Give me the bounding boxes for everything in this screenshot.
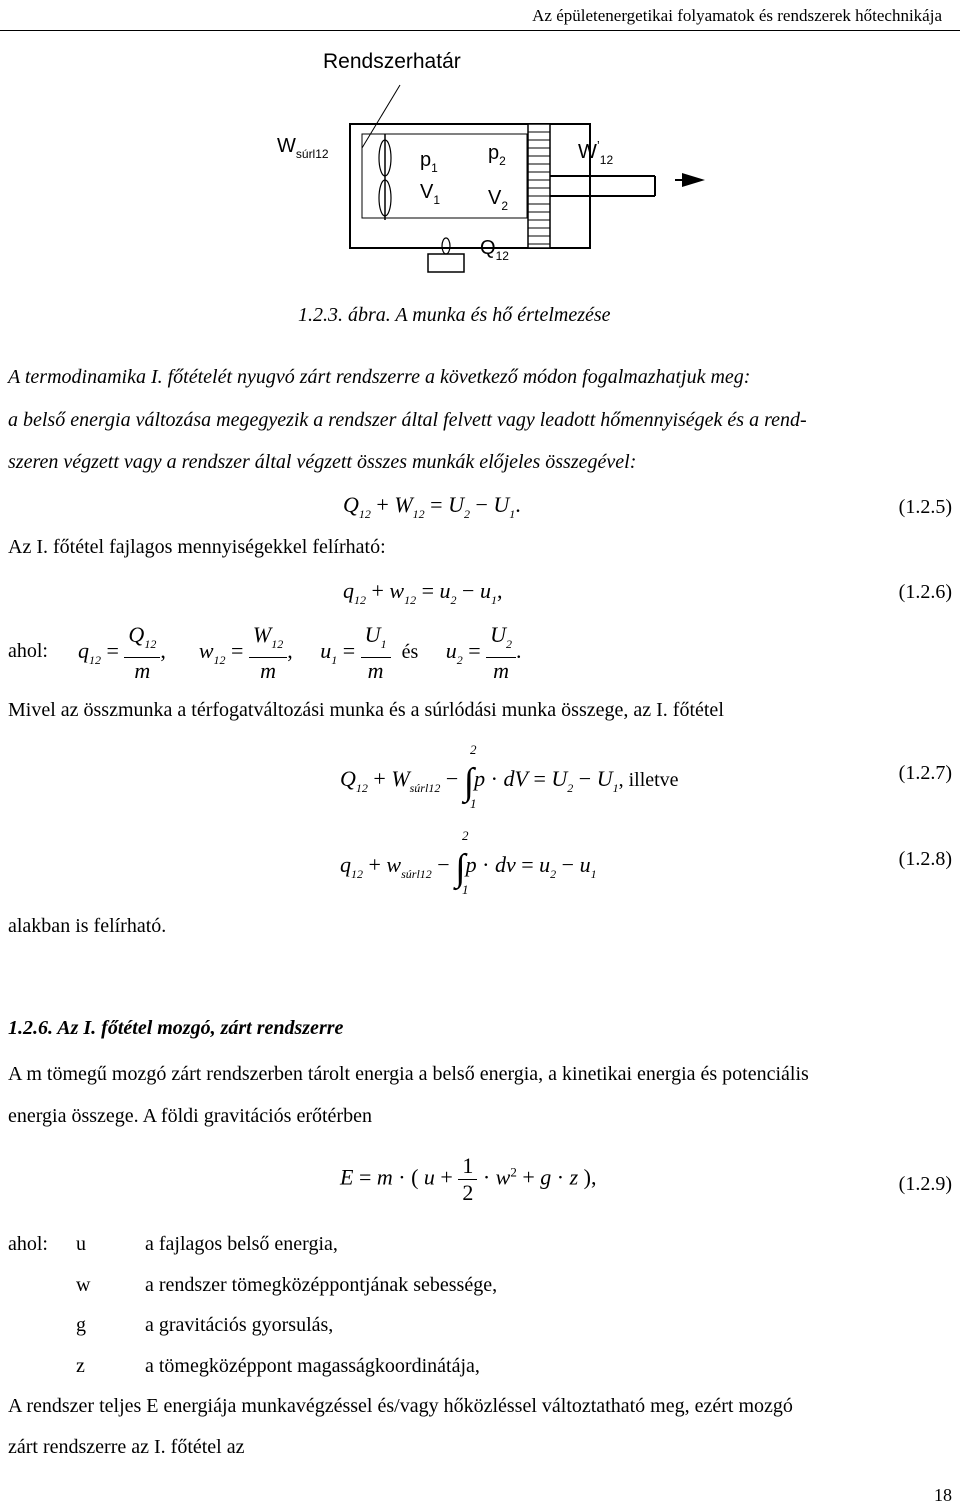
label-p2: $p_2$: [488, 142, 506, 168]
paragraph-line: Mivel az összmunka a térfogatváltozási munka és a súrlódási munka összege, az I. főtétel: [8, 699, 724, 721]
label-v1: $V_1$: [420, 181, 441, 207]
paragraph-line: Az I. főtétel fajlagos mennyiségekkel felírható:: [8, 536, 386, 558]
equation-1-2-6: $q_{12} + w_{12} = u_2 - u_1$,: [343, 578, 503, 607]
definition-text: a rendszer tömegközéppontjának sebessége,: [145, 1274, 498, 1296]
label-w-friction: $W_{súrl12}$: [277, 135, 329, 161]
label-v2: $V_2$: [488, 187, 509, 213]
label-ahol: ahol:: [8, 1233, 48, 1255]
paragraph-line: A termodinamika I. főtételét nyugvó zárt rendszerre a következő módon fogalmazhatjuk meg:: [8, 366, 751, 388]
paragraph-line: zárt rendszerre az I. főtétel az: [8, 1436, 245, 1458]
system-boundary-label: Rendszerhatár: [323, 50, 461, 73]
integral-lower-limit: 1: [470, 796, 477, 811]
equation-1-2-5: $Q_{12} + W_{12} = U_2 - U_1$.: [343, 492, 521, 521]
header-rule: [0, 30, 960, 31]
equation-number: (1.2.6): [898, 581, 952, 603]
equation-1-2-9: E = m · ( u + $\frac{1}{2}$ · $w^2 + g \cdot z$ ),: [340, 1153, 597, 1205]
definition-text: a fajlagos belső energia,: [145, 1233, 338, 1255]
definition-symbol: w: [76, 1274, 91, 1296]
paragraph-line: A rendszer teljes E energiája munkavégzéssel és/vagy hőközléssel változtatható meg, ezért mozgó: [8, 1395, 793, 1417]
figure-caption: 1.2.3. ábra. A munka és hő értelmezése: [298, 304, 611, 326]
definition-symbol: u: [76, 1233, 86, 1255]
equation-1-2-7: $Q_{12} + W_{súrl12} - \int p$ · dV = $U_2 - U_1$, illetve: [340, 761, 679, 803]
integral-upper-limit: 2: [462, 828, 469, 843]
label-q12: $Q_{12}$: [480, 237, 509, 263]
equation-number: (1.2.8): [898, 848, 952, 870]
label-p1: $p_1$: [420, 149, 438, 175]
cylinder-outline: [350, 124, 590, 248]
label-w12: $W^’_{12}$: [578, 138, 614, 167]
definition-text: a tömegközéppont magasságkoordinátája,: [145, 1355, 480, 1377]
flame-icon: [442, 238, 450, 254]
equation-1-2-8: $q_{12} + w_{súrl12} - \int p$ · dv = $u_2 - u_1$: [340, 847, 597, 889]
equation-number: (1.2.5): [898, 496, 952, 518]
heater-icon: [428, 254, 464, 272]
equation-number: (1.2.9): [898, 1173, 952, 1195]
paragraph-line: alakban is felírható.: [8, 915, 167, 937]
paragraph-line: energia összege. A földi gravitációs erőtérben: [8, 1105, 372, 1127]
integral-lower-limit: 1: [462, 882, 469, 897]
paragraph-line: A m tömegű mozgó zárt rendszerben tárolt energia a belső energia, a kinetikai energia és potenciális: [8, 1063, 809, 1085]
equation-definitions-specific: $q_{12}$ = $\frac{Q_{12}}{m}$ , $w_{12}$ = $\frac{W_{12}}{m}$ , $u_1$ = $\frac{U_1}{m}$ és $u_2$ = $\frac{U_2}{m}$ .: [78, 622, 522, 683]
equation-number: (1.2.7): [898, 762, 952, 784]
definition-text: a gravitációs gyorsulás,: [145, 1314, 334, 1336]
paragraph-line: szeren végzett vagy a rendszer által végzett összes munkák előjeles összegével:: [8, 451, 637, 473]
page-number: 18: [934, 1485, 952, 1505]
definition-symbol: z: [76, 1355, 85, 1377]
boundary-leader-line: [362, 85, 400, 148]
section-heading: 1.2.6. Az I. főtétel mozgó, zárt rendszerre: [8, 1017, 344, 1039]
piston: [528, 124, 550, 248]
running-header: Az épületenergetikai folyamatok és rendszerek hőtechnikája: [532, 6, 942, 25]
definition-symbol: g: [76, 1314, 86, 1336]
label-ahol: ahol:: [8, 640, 48, 662]
integral-upper-limit: 2: [470, 742, 477, 757]
paragraph-line: a belső energia változása megegyezik a rendszer által felvett vagy leadott hőmennyiségek és a rend-: [8, 409, 807, 431]
